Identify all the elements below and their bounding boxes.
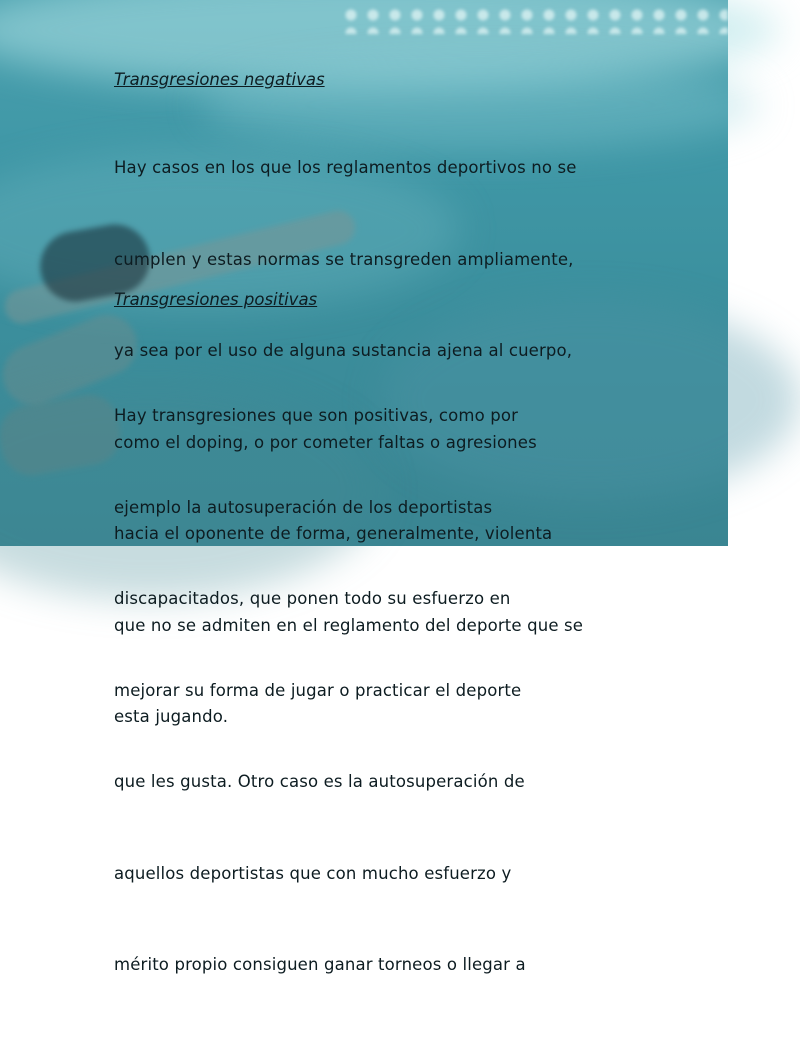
text-line: Hay transgresiones que son positivas, como por xyxy=(114,406,519,425)
heading-negative: Transgresiones negativas xyxy=(114,70,325,89)
text-line: mejorar su forma de jugar o practicar el deporte xyxy=(114,680,522,700)
text-line: que no se admiten en el reglamento del deporte que se xyxy=(114,615,584,635)
lane-rope xyxy=(340,6,728,34)
text-line: que les gusta. Otro caso es la autosuperación de xyxy=(114,772,525,791)
text-line: ya sea por el uso de alguna sustancia ajena al cuerpo, xyxy=(114,341,573,360)
text-line: ejemplo la autosuperación de los deportistas xyxy=(114,497,493,517)
heading-positive: Transgresiones positivas xyxy=(114,290,318,309)
text-line: discapacitados, que ponen todo su esfuerzo en xyxy=(114,589,511,608)
paragraph-positive xyxy=(114,340,526,1042)
text-line: esta jugando. xyxy=(114,707,229,726)
text-line: cumplen y estas normas se transgreden ampliamente, xyxy=(114,249,574,269)
text-line: hacia el oponente de forma, generalmente, violenta xyxy=(114,524,553,543)
text-line: aquellos deportistas que con mucho esfuerzo y xyxy=(114,863,512,883)
text-line: como el doping, o por cometer faltas o agresiones xyxy=(114,432,537,452)
text-line: Hay casos en los que los reglamentos deportivos no se xyxy=(114,158,577,177)
text-line: mérito propio consiguen ganar torneos o llegar a xyxy=(114,955,526,974)
